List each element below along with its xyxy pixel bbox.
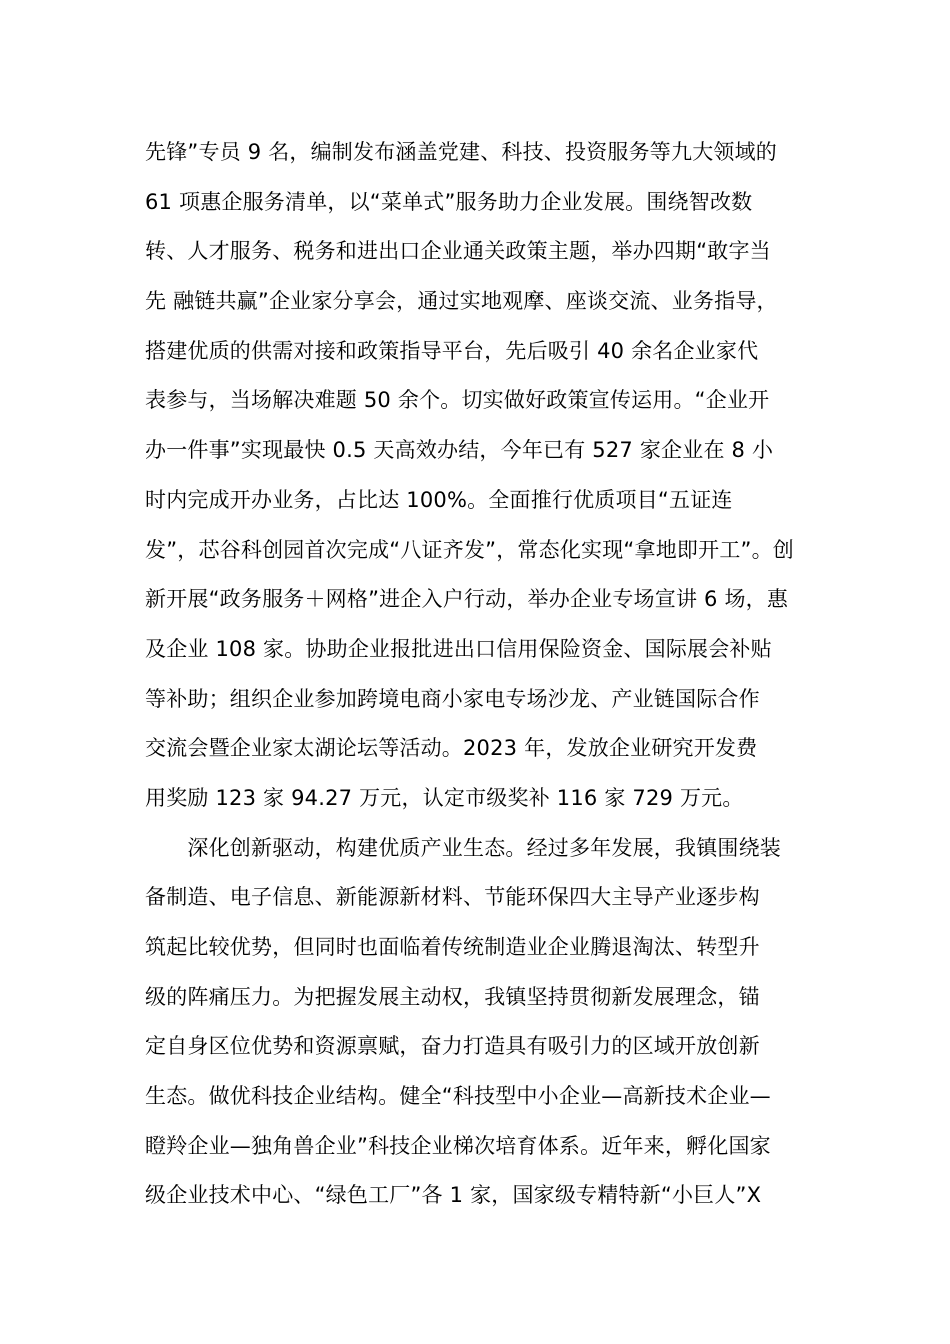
paragraph-start-line: 深化创新驱动，构建优质产业生态。经过多年发展，我镇围绕装	[145, 835, 781, 860]
text-line: 及企业 108 家。协助企业报批进出口信用保险资金、国际展会补贴	[145, 636, 772, 661]
text-line: 办一件事”实现最快 0.5 天高效办结，今年已有 527 家企业在 8 小	[145, 438, 774, 463]
text-line: 先 融链共赢”企业家分享会，通过实地观摩、座谈交流、业务指导，	[145, 289, 778, 314]
text-line: 定自身区位优势和资源禀赋，奋力打造具有吸引力的区域开放创新	[145, 1034, 760, 1059]
text-line: 级企业技术中心、“绿色工厂”各 1 家，国家级专精特新“小巨人”X	[145, 1183, 762, 1208]
text-line: 先锋”专员 9 名，编制发布涵盖党建、科技、投资服务等九大领域的	[145, 140, 777, 164]
text-line: 用奖励 123 家 94.27 万元，认定市级奖补 116 家 729 万元。	[145, 785, 744, 810]
text-line: 新开展“政务服务＋网格”进企入户行动，举办企业专场宣讲 6 场，惠	[145, 587, 789, 612]
text-line: 表参与，当场解决难题 50 余个。切实做好政策宣传运用。“企业开	[145, 388, 770, 413]
text-line: 搭建优质的供需对接和政策指导平台，先后吸引 40 余名企业家代	[145, 338, 759, 363]
body-text	[145, 128, 815, 1221]
text-line: 转、人才服务、税务和进出口企业通关政策主题，举办四期“敢字当	[145, 239, 771, 264]
text-line: 61 项惠企服务清单，以“菜单式”服务助力企业发展。围绕智改数	[145, 189, 753, 214]
text-line: 发”，芯谷科创园首次完成“八证齐发”，常态化实现“拿地即开工”。创	[145, 537, 794, 562]
text-line: 瞪羚企业—独角兽企业”科技企业梯次培育体系。近年来，孵化国家	[145, 1133, 771, 1158]
text-line: 交流会暨企业家太湖论坛等活动。2023 年，发放企业研究开发费	[145, 736, 758, 761]
text-line: 时内完成开办业务，占比达 100%。全面推行优质项目“五证连	[145, 487, 733, 512]
text-line: 等补助；组织企业参加跨境电商小家电专场沙龙、产业链国际合作	[145, 686, 760, 711]
text-line: 生态。做优科技企业结构。健全“科技型中小企业—高新技术企业—	[145, 1084, 771, 1109]
text-line: 级的阵痛压力。为把握发展主动权，我镇坚持贯彻新发展理念，锚	[145, 984, 760, 1009]
text-line: 备制造、电子信息、新能源新材料、节能环保四大主导产业逐步构	[145, 885, 760, 910]
text-line: 筑起比较优势，但同时也面临着传统制造业企业腾退淘汰、转型升	[145, 935, 760, 959]
